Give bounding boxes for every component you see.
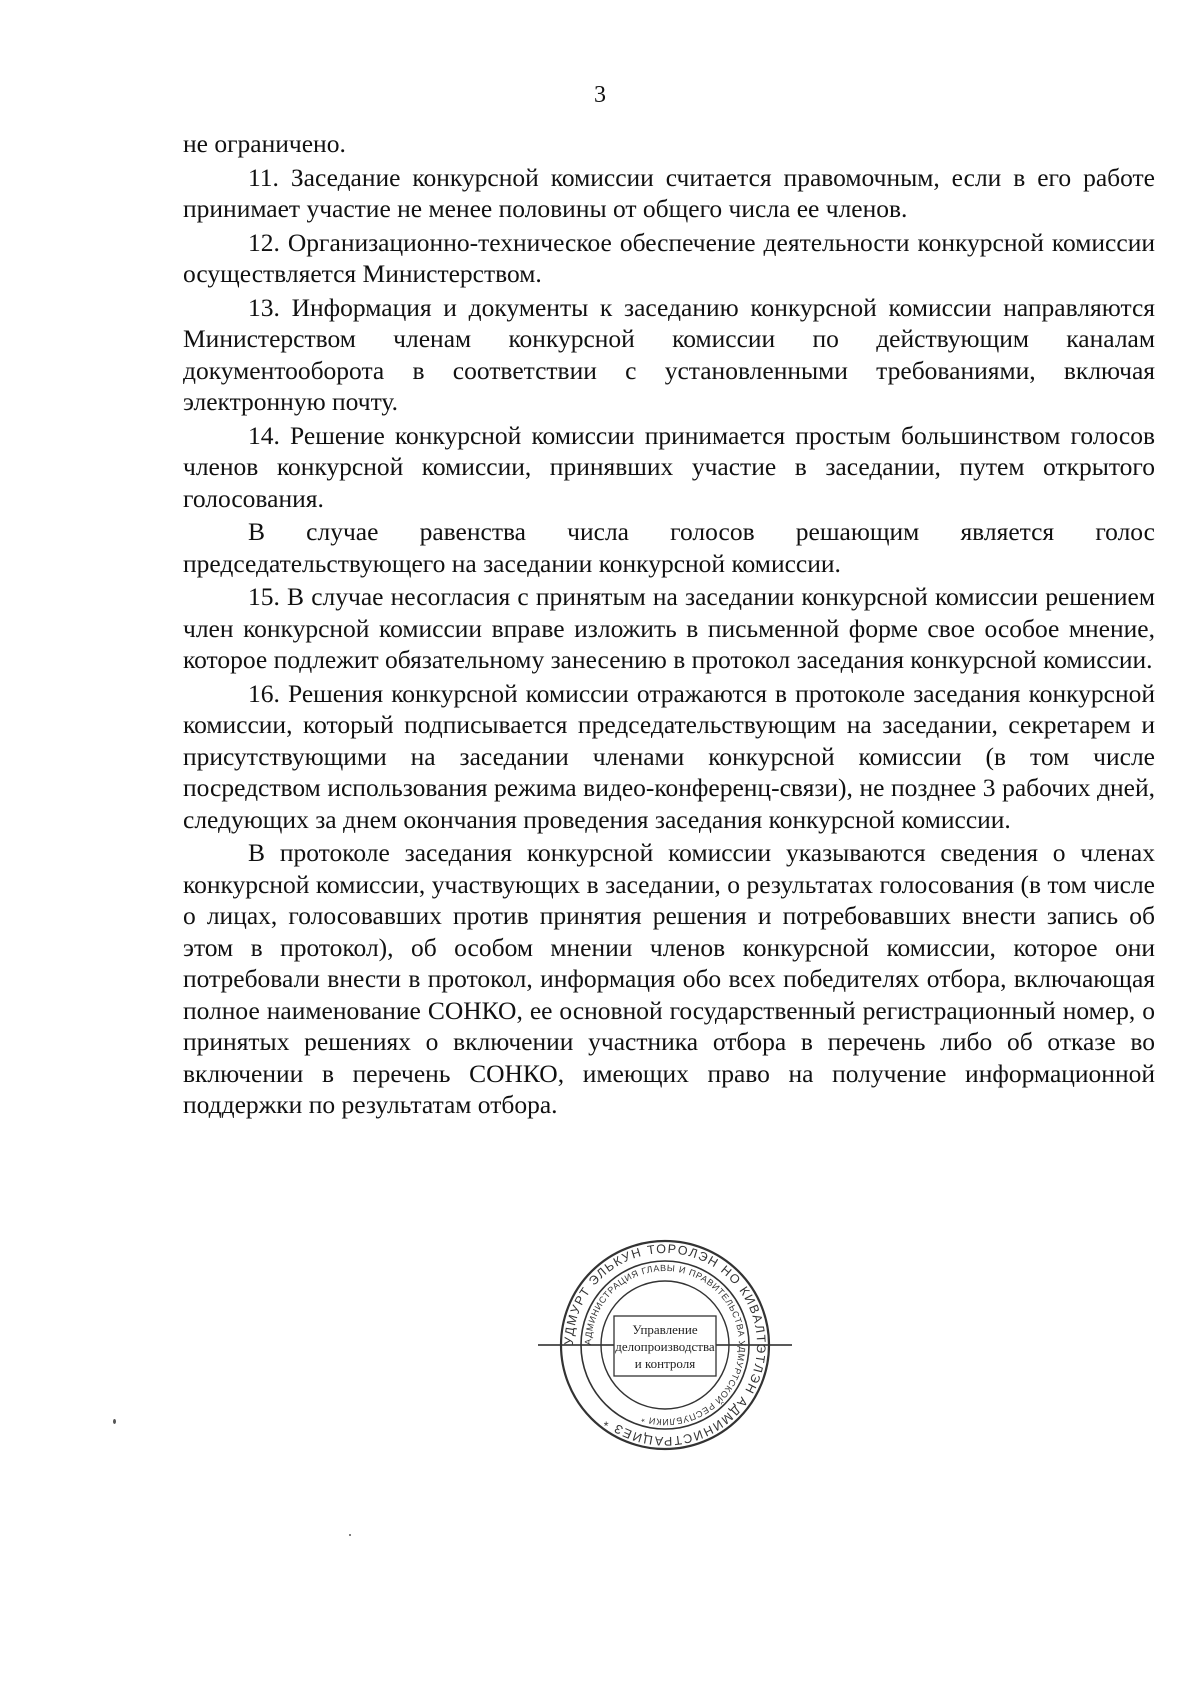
document-body xyxy=(183,128,1155,1121)
scan-speck xyxy=(349,1534,351,1536)
paragraph-14: 14. Решение конкурсной комиссии принимается простым большинством голосов членов конкурсной комиссии, принявших участие в заседании, путем открытого голосования. xyxy=(183,420,1155,513)
scan-speck xyxy=(113,1419,116,1424)
paragraph-15: 15. В случае несогласия с принятым на заседании конкурсной комиссии решением член конкурсной комиссии вправе изложить в письменной форме свое особое мнение, которое подлежит обязательному занесению в протокол заседания конкурсной комиссии. xyxy=(183,582,1155,674)
paragraph-11: 11. Заседание конкурсной комиссии считается правомочным, если в его работе принимает участие не менее половины от общего числа ее членов. xyxy=(183,162,1155,223)
paragraph-12: 12. Организационно-техническое обеспечение деятельности конкурсной комиссии осуществляется Министерством. xyxy=(183,227,1155,288)
seal-inner-ring-text-path: АДМИНИСТРАЦИЯ ГЛАВЫ И ПРАВИТЕЛЬСТВА УДМУРТСКОЙ РЕСПУБЛИКИ * xyxy=(582,1262,748,1428)
seal-outer-ring-text-path: УДМУРТ ЭЛЬКУН ТОРОЛЭН НО КИВАЛТЭТЛЭН АДМИНИСТРАЦИЕЗ * xyxy=(561,1241,769,1449)
paragraph-13: 13. Информация и документы к заседанию конкурсной комиссии направляются Министерством членам конкурсной комиссии по действующим каналам документооборота в соответствии с установленными требованиями, включая электронную почту. xyxy=(183,292,1155,416)
official-seal xyxy=(530,1228,800,1458)
page-number: 3 xyxy=(594,82,606,108)
seal-center-line-3: и контроля xyxy=(634,1356,696,1371)
seal-center-line-1: Управление xyxy=(632,1322,698,1337)
paragraph-14-tie-rule: В случае равенства числа голосов решающим является голос председательствующего на заседании конкурсной комиссии. xyxy=(183,517,1155,578)
seal-center-line-2: делопроизводства xyxy=(615,1339,715,1354)
paragraph-16-protocol-contents: В протоколе заседания конкурсной комиссии указываются сведения о членах конкурсной комиссии, участвующих в заседании, о результатах голосования (в том числе о лицах, голосовавших против принятия решения и потребовавших внести запись об этом в протокол), об особом мнении членов конкурсной комиссии, которое они потребовали внести в протокол, информация обо всех победителях отбора, включающая полное наименование СОНКО, ее основной государственный регистрационный номер, о принятых решениях о включении участника отбора в перечень либо об отказе во включении в перечень СОНКО, имеющих право на получение информационной поддержки по результатам отбора. xyxy=(183,838,1155,1119)
paragraph-continuation: не ограничено. xyxy=(183,129,346,158)
paragraph-16: 16. Решения конкурсной комиссии отражаются в протоколе заседания конкурсной комиссии, который подписывается председательствующим на заседании, секретарем и присутствующими на заседании членами конкурсной комиссии (в том числе посредством использования режима видео-конференц-связи), не позднее 3 рабочих дней, следующих за днем окончания проведения заседания конкурсной комиссии. xyxy=(183,678,1155,834)
